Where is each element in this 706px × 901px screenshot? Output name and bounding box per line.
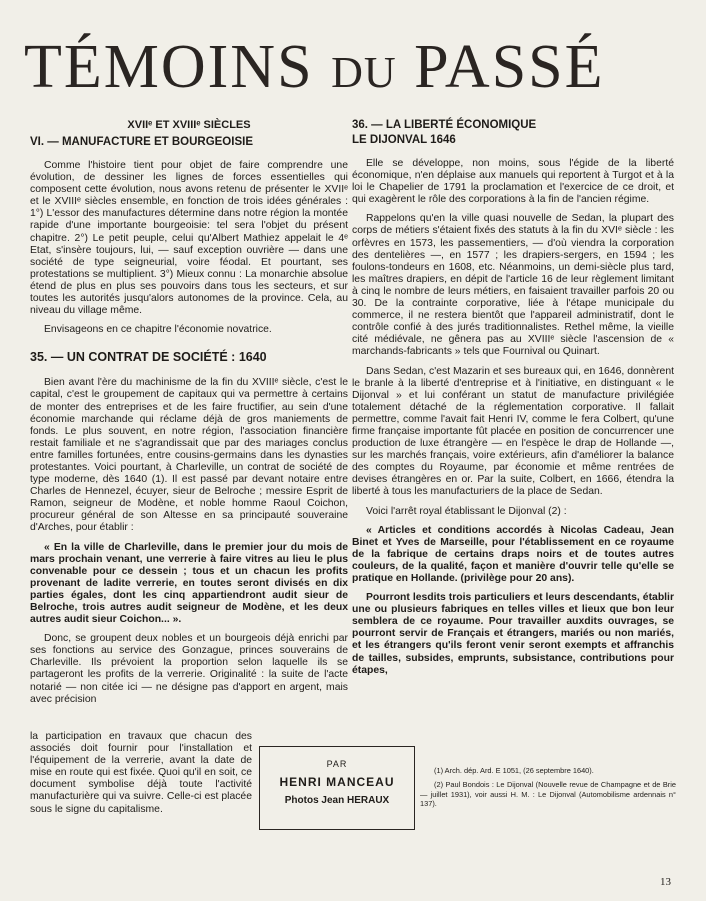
section-36-heading-line: 36. — LA LIBERTÉ ÉCONOMIQUE xyxy=(352,119,537,131)
royal-decree-paragraph: Pourront lesdits trois particuliers et leurs descendants, établir une ou plusieurs fabriques en telles villes et lieux que bon leur semblera de ce royaume. Pour travailler auxdits ouvrages, se pourront servir de Français et étrangers, mariés ou non mariés, et les étrangers qu'ils feront venir seront exempts et affranchis de tailles, subsides, emprunts, subsistance, contributions pour étapes, xyxy=(352,592,674,676)
section-35-heading: 35. — UN CONTRAT DE SOCIÉTÉ : 1640 xyxy=(30,350,267,365)
section-35-paragraph: Bien avant l'ère du machinisme de la fin du XVIIIᵉ siècle, c'est le capital, c'est le groupement de capitaux qui va permettre à certains de monter des entreprises et de les faire fructifier, au sein d'une économie marchande qui réclame déjà de gros maniements de fonds. Le plus souvent, en notre région, l'association financière restait familiale et ne s'agrandissait que par des mariages conclus entre familles fortunées, entre cousins-germains dans les dynasties protestantes. Voici pourtant, à Charleville, un contrat de société de type moderne, dès 1640 (1). Il est passé par devant notaire entre Charles de Hennezel, écuyer, sieur de Belroche ; messire Esprit de Ramon, seigneur de Modène, et noble homme Raoul Coichon, procureur général de son Altesse en sa principauté souveraine d'Arches, pour établir : xyxy=(30,377,348,534)
footnote: (1) Arch. dép. Ard. E 1051, (26 septembre 1640). xyxy=(434,766,594,775)
right-column xyxy=(352,118,674,684)
section-36-paragraph: Elle se développe, non moins, sous l'égide de la liberté économique, n'en déplaise aux manuels qui reportent à Turgot et à la loi le Chapelier de 1791 la proclamation et l'exercice de ce droit, et qui exagèrent le rôle des corporations à la fin de l'ancien régime. xyxy=(352,158,674,206)
chapter-centuries: XVIIᵉ ET XVIIIᵉ SIÈCLES xyxy=(127,119,251,131)
footnote: (2) Paul Bondois : Le Dijonval (Nouvelle revue de Champagne et de Brie — juillet 1931), voir aussi H. M. : Le Dijonval (Automobilisme ardennais n° 137). xyxy=(420,780,676,809)
section-36-paragraph: Voici l'arrêt royal établissant le Dijonval (2) : xyxy=(366,505,567,517)
page-title xyxy=(24,30,684,104)
section-36-heading-line: LE DIJONVAL 1646 xyxy=(352,134,456,146)
contract-quote: « En la ville de Charleville, dans le premier jour du mois de mars prochain venant, une verrerie à faire vitres au lieu le plus convenable pour ce dessein ; tous et un chacun les profits provenant de ladite verrerie, en toutes seront divisés en dix parties égales, dont les cinq appartiendront audit sieur de Belroche, trois autres audit seigneur de Modène, et les deux autres audit sieur Coichon... ». xyxy=(30,541,348,626)
left-column xyxy=(30,118,348,713)
title-word-du: DU xyxy=(331,48,397,97)
title-word-temoins: TÉMOINS xyxy=(24,33,314,101)
section-35-paragraph: Donc, se groupent deux nobles et un bourgeois déjà enrichi par ses fonctions au service des Gonzague, princes souverains de Charleville. Ils prévoient la proportion selon laquelle ils se partageront les profits de la verrerie. Originalité : la suite de l'acte notarié — non citée ici — ne désigne pas d'apport en argent, mais avec précision xyxy=(30,633,348,705)
author-credit-box xyxy=(259,746,415,830)
chapter-heading: VI. — MANUFACTURE ET BOURGEOISIE xyxy=(30,136,253,148)
credit-photos: Photos Jean HERAUX xyxy=(284,795,390,806)
left-narrow-column xyxy=(30,731,252,823)
intro-paragraph: Comme l'histoire tient pour objet de faire comprendre une évolution, de dessiner les lignes de forces essentielles qui composent cette évolution, nous avons retenu de présenter le XVIIᵉ et le XVIIIᵉ siècles ensemble, en fonction de trois idées générales : 1°) L'essor des manufactures détermine dans notre région la montée rapide d'une importante bourgeoisie: tel sera l'objet du présent chapitre. 2°) Le petit peuple, celui qu'Albert Mathiez appelait le 4ᵉ Etat, s'insère toujours, lui, — sauf exception ouvrière — dans une société de type seigneurial, voire féodal. Et pourtant, ses protestations se multiplient. 3°) Mieux connu : La monarchie absolue étend de plus en plus ses pouvoirs dans tous les secteurs, et sur toutes les autorités jusqu'alors autonomes de la province. Cela, au niveau du village même. xyxy=(30,160,348,317)
credit-par: PAR xyxy=(326,759,348,769)
section-36-heading xyxy=(352,118,674,148)
section-36-paragraph: Rappelons qu'en la ville quasi nouvelle de Sedan, la plupart des corps de métiers s'étaient fixés des statuts à la fin du XVIᵉ siècle : les orfèvres en 1573, les passementiers, — d'où viendra la corporation des dentelières —, en 1577 ; les drapiers-sergers, en 1594 ; les foulons-tondeurs en 1608, etc. Néanmoins, un demi-siècle plus tard, les maîtres drapiers, en dépit de l'article 16 de leur règlement limitant à cinq le nombre de leurs métiers, en faisaient travailler parfois 20 ou 30. De la contrainte corporative, liée à l'étape municipale du commerce, il ne restera bientôt que l'appareil administratif, dont le contrôle confié à des jurés traditionnalistes. Rethel même, la vieille cité médiévale, ne gênera pas au XVIIIᵉ siècle l'ascension de « marchands-fabricants » tels que Fournival ou Quinart. xyxy=(352,213,674,358)
intro-paragraph: Envisageons en ce chapitre l'économie novatrice. xyxy=(44,324,272,336)
page-number: 13 xyxy=(660,876,671,888)
footnotes xyxy=(420,766,676,814)
section-35-paragraph-cont: la participation en travaux que chacun des associés doit fournir pour l'installation et l'équipement de la verrerie, avant la date de mise en route qui est fixée. Quoi qu'il en soit, ce document symbolise déjà toute l'activité manufacturière qui va suivre. Celle-ci est placée sous le signe du capitalisme. xyxy=(30,731,252,815)
title-word-passe: PASSÉ xyxy=(414,33,605,101)
credit-author: HENRI MANCEAU xyxy=(279,775,395,789)
section-36-paragraph: Dans Sedan, c'est Mazarin et ses bureaux qui, en 1646, donnèrent le branle à la liberté d'entreprise et à l'initiative, en distinguant « le Dijonval » et lui conférant un statut de manufacture privilégiée totalement détaché de la réglementation corporative. Il fallait permettre, comme l'avait fait Henri IV, comme le fera Colbert, qu'une firme française importante fût placée en position de concurrencer une production de luxe étrangère — en l'espèce le drap de Hollande —, sur les marchés français, voire extérieurs, afin d'améliorer la balance des comptes du Royaume, par économie et même rentrées de devises étrangères en or. Par la suite, Colbert, en 1666, étendra la liberté à tous les manufacturiers de la place de Sedan. xyxy=(352,365,674,498)
royal-decree-paragraph: « Articles et conditions accordés à Nicolas Cadeau, Jean Binet et Yves de Marseille, pour l'établissement en ce royaume de la fabrique de certains draps noirs et de toutes autres couleurs, de la qualité, façon et manière d'ouvrir telle qu'elle se pratique en Hollande. (privilège pour 20 ans). xyxy=(352,524,674,584)
